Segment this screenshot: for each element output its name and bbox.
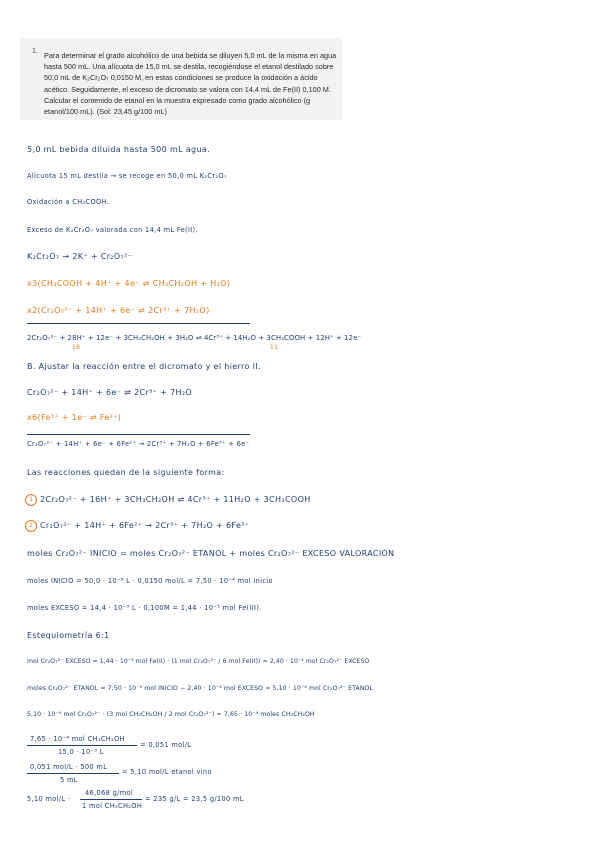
fraction-2-result: = 5,10 mol/L etanol vino bbox=[122, 768, 212, 776]
note-line-8: 2Cr₂O₇²⁻ + 28H⁺ + 12e⁻ + 3CH₃CH₂OH + 3H₂O ⇌ 4Cr³⁺ + 14H₂O + 3CH₃COOH + 12H⁺ + 12e⁻ bbox=[27, 334, 362, 342]
note-line-8-correction-b: 11 bbox=[270, 344, 279, 351]
fraction-3-bar bbox=[80, 799, 142, 800]
note-line-13: Las reacciones quedan de la siguiente forma: bbox=[27, 468, 225, 477]
final-line-prefix: 5,10 mol/L · bbox=[27, 795, 71, 803]
note-line-22: 5,10 · 10⁻⁴ mol Cr₂O₇²⁻ · (3 mol CH₃CH₂OH / 2 mol Cr₂O₇²⁻) = 7,65 · 10⁻⁴ moles CH₃CH₂OH bbox=[27, 711, 315, 718]
reaction-2-marker: 2 bbox=[25, 520, 37, 532]
note-line-21: moles Cr₂O₇²⁻ ETANOL = 7,50 · 10⁻⁴ mol INICIO − 2,40 · 10⁻⁴ mol EXCESO = 5,10 · 10⁻⁴ mol Cr₂O₇²⁻ ETANOL bbox=[27, 685, 374, 692]
fraction-1-result: = 0,051 mol/L bbox=[140, 741, 192, 749]
fraction-1-numerator: 7,65 · 10⁻⁴ mol CH₃CH₂OH bbox=[30, 735, 125, 743]
note-line-2: Alícuota 15 mL destila → se recoge en 50,0 mL K₂Cr₂O₇ bbox=[27, 172, 227, 180]
note-line-15: Cr₂O₇²⁻ + 14H⁺ + 6Fe²⁺ → 2Cr³⁺ + 7H₂O + 6Fe³⁺ bbox=[40, 521, 250, 530]
note-line-14: 2Cr₂O₇²⁻ + 16H⁺ + 3CH₃CH₂OH ⇌ 4Cr³⁺ + 11H₂O + 3CH₃COOH bbox=[40, 495, 311, 504]
fraction-1-denominator: 15,0 · 10⁻³ L bbox=[58, 748, 104, 756]
note-line-16: moles Cr₂O₇²⁻ INICIO = moles Cr₂O₇²⁻ ETANOL + moles Cr₂O₇²⁻ EXCESO VALORACIÓN bbox=[27, 549, 395, 558]
fraction-1-bar bbox=[27, 745, 137, 746]
note-line-12: Cr₂O₇²⁻ + 14H⁺ + 6e⁻ + 6Fe²⁺ → 2Cr³⁺ + 7H₂O + 6Fe³⁺ + 6e⁻ bbox=[27, 440, 250, 448]
note-line-6: x3(CH₃COOH + 4H⁺ + 4e⁻ ⇌ CH₃CH₂OH + H₂O) bbox=[27, 279, 231, 288]
fraction-3-numerator: 46,068 g/mol bbox=[85, 789, 134, 797]
problem-number: 1. bbox=[32, 48, 38, 55]
note-line-8-correction-a: 16 bbox=[72, 344, 81, 351]
reaction-1-marker: 1 bbox=[25, 494, 37, 506]
note-line-19: Estequiometría 6:1 bbox=[27, 631, 110, 640]
note-line-20: mol Cr₂O₇²⁻ EXCESO = 1,44 · 10⁻³ mol Fe(II) · (1 mol Cr₂O₇²⁻ / 6 mol Fe(II)) = 2,40 · 10⁻⁴ mol Cr₂O₇²⁻ EXCESO bbox=[27, 658, 370, 665]
note-line-10: Cr₂O₇²⁻ + 14H⁺ + 6e⁻ ⇌ 2Cr³⁺ + 7H₂O bbox=[27, 388, 193, 397]
note-line-9: B. Ajustar la reacción entre el dicromato y el hierro II. bbox=[27, 362, 261, 371]
fraction-3-denominator: 1 mol CH₃CH₂OH bbox=[82, 802, 143, 810]
sum-rule-1 bbox=[27, 323, 250, 324]
problem-text: Para determinar el grado alcohólico de una bebida se diluyen 5,0 mL de la misma en agua hasta 500 mL. Una alícuota de 15,0 mL se destila, recogiéndose el etanol destilado sobre 50,0 mL de K₂Cr₂O₇ 0,0150 M, en estas condiciones se produce la oxidación a ácido acético. Seguidamente, el exceso de dicromato se valora con 14,4 mL de Fe(II) 0,100 M. Calcular el contenido de etanol en la muestra expresado como grado alcohólico (g etanol/100 mL). (Sol: 23,45 g/100 mL) bbox=[44, 51, 337, 117]
fraction-2-bar bbox=[27, 773, 119, 774]
note-line-1: 5,0 mL bebida diluida hasta 500 mL agua. bbox=[27, 145, 211, 154]
note-line-3: Oxidación a CH₃COOH. bbox=[27, 198, 110, 206]
note-line-4: Exceso de K₂Cr₂O₇ valorada con 14,4 mL Fe(II). bbox=[27, 226, 198, 234]
note-line-17: moles INICIO = 50,0 · 10⁻³ L · 0,0150 mol/L = 7,50 · 10⁻⁴ mol inicio bbox=[27, 577, 273, 585]
note-line-11: x6(Fe³⁺ + 1e⁻ ⇌ Fe²⁺) bbox=[27, 413, 122, 422]
fraction-2-denominator: 5 mL bbox=[60, 776, 78, 784]
note-line-7: x2(Cr₂O₇²⁻ + 14H⁺ + 6e⁻ ⇌ 2Cr³⁺ + 7H₂O) bbox=[27, 306, 210, 315]
note-line-5: K₂Cr₂O₇ → 2K⁺ + Cr₂O₇²⁻ bbox=[27, 252, 133, 261]
note-line-18: moles EXCESO = 14,4 · 10⁻³ L · 0,100M = 1,44 · 10⁻³ mol Fe(III). bbox=[27, 604, 262, 612]
final-result: = 235 g/L = 23,5 g/100 mL bbox=[145, 795, 244, 803]
sum-rule-2 bbox=[27, 434, 250, 435]
fraction-2-numerator: 0,051 mol/L · 500 mL bbox=[30, 763, 108, 771]
